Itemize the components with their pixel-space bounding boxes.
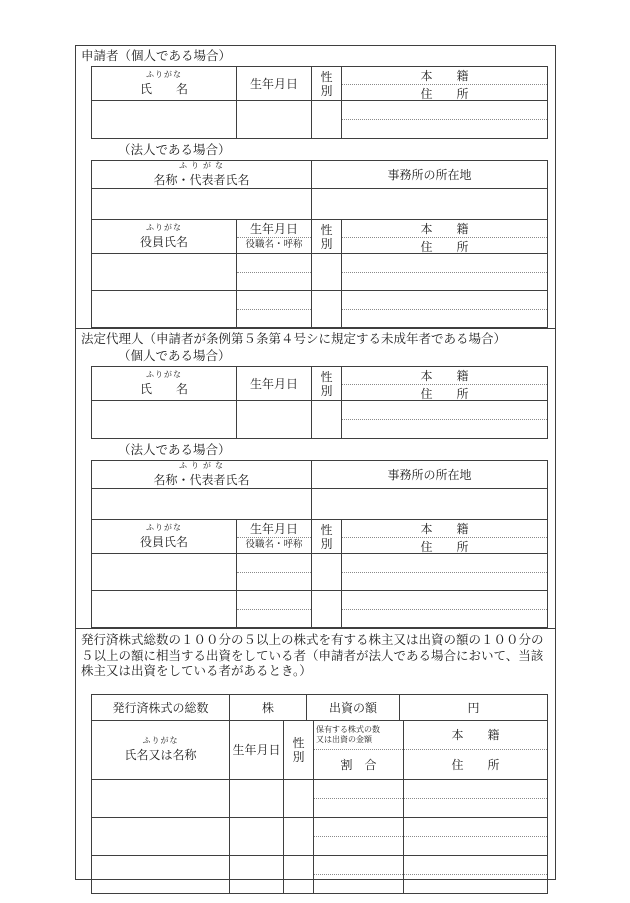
- birth-date-field: [230, 779, 284, 817]
- domicile-address-header: [342, 367, 548, 401]
- birth-date-header: 生年月日: [237, 67, 312, 101]
- investment-amount-label: 出資の額: [307, 694, 400, 720]
- furigana-label: ふ り が な: [179, 461, 224, 470]
- birth-date-title-header: [237, 220, 312, 254]
- address-label: 住 所: [451, 757, 500, 772]
- held-shares-ratio-field: [314, 855, 404, 893]
- name-label: 氏 名: [139, 382, 188, 396]
- legal-rep-corporate-heading: （法人である場合）: [118, 443, 231, 457]
- sex-label-bottom: 別: [292, 749, 305, 764]
- birth-date-title-header: [237, 520, 312, 554]
- sex-label-top: 性: [320, 69, 333, 84]
- sex-label-bottom: 別: [320, 536, 333, 551]
- sex-label-bottom: 別: [320, 236, 333, 251]
- applicant-officers-table: [91, 219, 548, 328]
- sex-field: [284, 779, 314, 817]
- header-row: [92, 67, 548, 101]
- sex-label-top: 性: [320, 522, 333, 537]
- domicile-address-field: [342, 101, 548, 139]
- furigana-name-header: [92, 367, 237, 401]
- name-field: [92, 401, 237, 439]
- birth-date-title-field: [237, 291, 312, 328]
- officer-name-header: [92, 220, 237, 254]
- office-location-header: 事務所の所在地: [312, 161, 548, 189]
- header-row: [92, 220, 548, 254]
- address-label: 住 所: [420, 387, 469, 401]
- applicant-heading: 申請者（個人である場合）: [81, 49, 232, 63]
- legal-rep-officers-table: [91, 519, 548, 628]
- position-title-label: 役職名・呼称: [245, 540, 303, 550]
- legal-rep-corporate-name-table: [91, 460, 548, 520]
- officer-name-field: [92, 591, 237, 628]
- corp-name-field: [92, 189, 312, 220]
- entry-row: [92, 401, 548, 439]
- address-label: 住 所: [420, 240, 469, 254]
- furigana-name-header: [92, 67, 237, 101]
- applicant-individual-table: [91, 66, 548, 139]
- section-legal-representative: [76, 329, 555, 629]
- corp-name-header: [92, 161, 312, 189]
- sex-label-top: 性: [320, 369, 333, 384]
- furigana-label: ふりがな: [146, 370, 182, 379]
- birth-date-field: [237, 401, 312, 439]
- sex-field: [312, 101, 342, 139]
- address-label: 住 所: [420, 87, 469, 101]
- header-row: [92, 520, 548, 554]
- sex-field: [284, 817, 314, 855]
- totals-row: [92, 694, 548, 720]
- domicile-label: 本 籍: [404, 721, 547, 751]
- sex-label-top: 性: [292, 735, 305, 750]
- office-location-header: 事務所の所在地: [312, 461, 548, 489]
- officer-name-header: [92, 520, 237, 554]
- header-row: [92, 367, 548, 401]
- furigana-label: ふ り が な: [179, 161, 224, 170]
- header-row: [92, 161, 548, 189]
- sex-label-top: 性: [320, 222, 333, 237]
- domicile-address-header: [342, 220, 548, 254]
- domicile-label: 本 籍: [342, 367, 547, 385]
- birth-date-field: [230, 817, 284, 855]
- entry-row: [92, 554, 548, 591]
- issued-shares-total-field: 株: [230, 694, 307, 720]
- corp-name-label: 名称・代表者氏名: [153, 473, 250, 487]
- sex-field: [312, 401, 342, 439]
- birth-date-header: 生年月日: [230, 720, 284, 779]
- domicile-address-header: [342, 520, 548, 554]
- corp-name-header: [92, 461, 312, 489]
- furigana-label: ふりがな: [142, 736, 179, 745]
- sex-field: [284, 855, 314, 893]
- entry-row: [92, 101, 548, 139]
- section-applicant: [76, 46, 555, 329]
- birth-date-field: [237, 101, 312, 139]
- shareholders-note: 発行済株式総数の１００分の５以上の株式を有する株主又は出資の額の１００分の５以上の額に相当する出資をしている者（申請者が法人である場合において、当該株主又は出資をしている者があるとき。）: [81, 633, 544, 678]
- form-outer-border: [75, 45, 556, 880]
- shareholder-name-header: [92, 720, 230, 779]
- furigana-label: ふりがな: [146, 70, 182, 79]
- share-totals-table: [91, 694, 548, 721]
- domicile-address-header: [342, 67, 548, 101]
- legal-rep-individual-table: [91, 366, 548, 439]
- legal-rep-heading: 法定代理人（申請者が条例第５条第４号シに規定する未成年者である場合）: [81, 332, 507, 346]
- domicile-address-field: [342, 401, 548, 439]
- shareholder-name-field: [92, 817, 230, 855]
- sex-field: [312, 591, 342, 628]
- sex-header: [312, 367, 342, 401]
- entry-row: [92, 855, 548, 893]
- sex-label-bottom: 別: [320, 383, 333, 398]
- held-shares-label-line2: 又は出資の金額: [316, 734, 372, 744]
- entry-row: [92, 254, 548, 291]
- officer-name-label: 役員氏名: [139, 235, 188, 249]
- ratio-label: 割 合: [340, 757, 377, 772]
- furigana-label: ふりがな: [146, 223, 182, 232]
- shareholder-name-field: [92, 779, 230, 817]
- domicile-address-header: [404, 720, 548, 779]
- sex-field: [312, 554, 342, 591]
- corp-name-field: [92, 489, 312, 520]
- sex-header: [312, 520, 342, 554]
- birth-date-title-field: [237, 254, 312, 291]
- furigana-label: ふりがな: [146, 523, 182, 532]
- applicant-corporate-name-table: [91, 160, 548, 220]
- entry-row: [92, 291, 548, 328]
- header-row: [92, 720, 548, 779]
- domicile-address-field: [404, 855, 548, 893]
- domicile-address-field: [342, 554, 548, 591]
- entry-row: [92, 189, 548, 220]
- officer-name-label: 役員氏名: [139, 535, 188, 549]
- entry-row: [92, 591, 548, 628]
- corp-name-label: 名称・代表者氏名: [153, 173, 250, 187]
- domicile-label: 本 籍: [342, 67, 547, 85]
- entry-row: [92, 779, 548, 817]
- header-row: [92, 461, 548, 489]
- birth-date-title-field: [237, 591, 312, 628]
- birth-date-label: 生年月日: [237, 520, 311, 538]
- domicile-address-field: [342, 254, 548, 291]
- name-field: [92, 101, 237, 139]
- sex-header: [284, 720, 314, 779]
- issued-shares-total-label: 発行済株式の総数: [92, 694, 230, 720]
- held-shares-ratio-field: [314, 779, 404, 817]
- domicile-label: 本 籍: [342, 220, 547, 238]
- name-or-corp-label: 氏名又は名称: [124, 748, 197, 762]
- sex-label-bottom: 別: [320, 83, 333, 98]
- entry-row: [92, 817, 548, 855]
- shareholders-table: [91, 720, 548, 894]
- office-location-field: [312, 489, 548, 520]
- domicile-address-field: [404, 779, 548, 817]
- domicile-address-field: [342, 591, 548, 628]
- name-label: 氏 名: [139, 82, 188, 96]
- legal-rep-individual-heading: （個人である場合）: [118, 349, 231, 363]
- officer-name-field: [92, 554, 237, 591]
- domicile-label: 本 籍: [342, 520, 547, 538]
- investment-amount-field: 円: [400, 694, 548, 720]
- entry-row: [92, 489, 548, 520]
- position-title-label: 役職名・呼称: [245, 240, 303, 250]
- birth-date-header: 生年月日: [237, 367, 312, 401]
- domicile-address-field: [404, 817, 548, 855]
- birth-date-title-field: [237, 554, 312, 591]
- shareholder-name-field: [92, 855, 230, 893]
- held-shares-label-line1: 保有する株式の数: [316, 724, 380, 734]
- applicant-corporate-heading: （法人である場合）: [118, 143, 231, 157]
- office-location-field: [312, 189, 548, 220]
- officer-name-field: [92, 291, 237, 328]
- domicile-address-field: [342, 291, 548, 328]
- officer-name-field: [92, 254, 237, 291]
- sex-field: [312, 254, 342, 291]
- held-shares-ratio-field: [314, 817, 404, 855]
- sex-field: [312, 291, 342, 328]
- held-shares-ratio-header: [314, 720, 404, 779]
- birth-date-field: [230, 855, 284, 893]
- sex-header: [312, 67, 342, 101]
- section-shareholders: [76, 629, 555, 894]
- address-label: 住 所: [420, 540, 469, 554]
- sex-header: [312, 220, 342, 254]
- birth-date-label: 生年月日: [237, 220, 311, 238]
